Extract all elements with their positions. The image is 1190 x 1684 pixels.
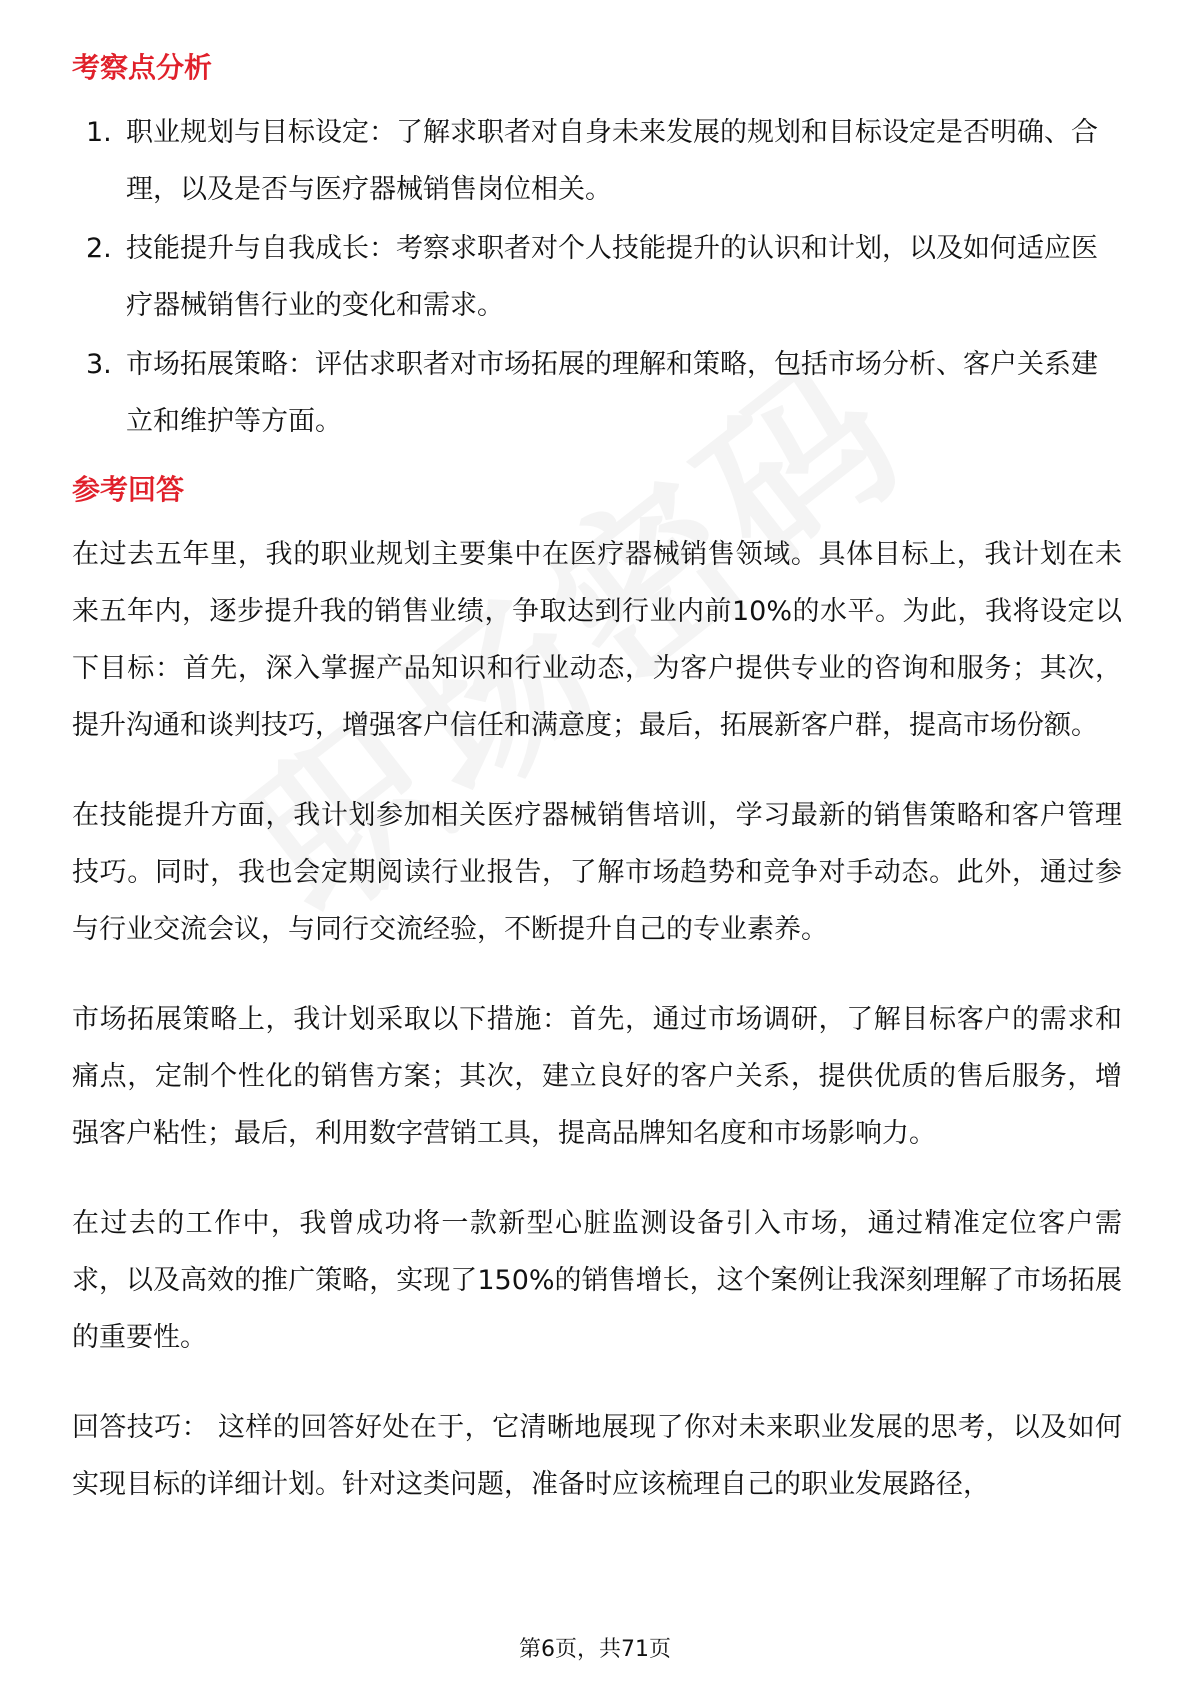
list-item-text: 职业规划与目标设定：了解求职者对自身未来发展的规划和目标设定是否明确、合理，以及是否与医疗器械销售岗位相关。 <box>126 117 1098 205</box>
list-item <box>72 220 1122 334</box>
list-item-text: 技能提升与自我成长：考察求职者对个人技能提升的认识和计划，以及如何适应医疗器械销售行业的变化和需求。 <box>126 233 1098 321</box>
list-number: 2. <box>86 233 112 264</box>
list-item <box>72 104 1122 218</box>
analysis-title: 考察点分析 <box>72 51 213 84</box>
list-number: 3. <box>86 349 112 380</box>
list-item-text: 市场拓展策略：评估求职者对市场拓展的理解和策略，包括市场分析、客户关系建立和维护等方面。 <box>126 349 1098 437</box>
answer-paragraph: 在过去五年里，我的职业规划主要集中在医疗器械销售领域。具体目标上，我计划在未来五年内，逐步提升我的销售业绩，争取达到行业内前10%的水平。为此，我将设定以下目标：首先，深入掌握产品知识和行业动态，为客户提供专业的咨询和服务；其次，提升沟通和谈判技巧，增强客户信任和满意度；最后，拓展新客户群，提高市场份额。 <box>72 539 1122 741</box>
analysis-list <box>72 104 1122 450</box>
list-item <box>72 336 1122 450</box>
answer-title: 参考回答 <box>72 473 185 506</box>
document-page <box>72 48 1122 1513</box>
answer-paragraph: 在技能提升方面，我计划参加相关医疗器械销售培训，学习最新的销售策略和客户管理技巧。同时，我也会定期阅读行业报告，了解市场趋势和竞争对手动态。此外，通过参与行业交流会议，与同行交流经验，不断提升自己的专业素养。 <box>72 800 1122 945</box>
answer-paragraph: 市场拓展策略上，我计划采取以下措施：首先，通过市场调研，了解目标客户的需求和痛点，定制个性化的销售方案；其次，建立良好的客户关系，提供优质的售后服务，增强客户粘性；最后，利用数字营销工具，提高品牌知名度和市场影响力。 <box>72 1004 1122 1149</box>
page-number: 第6页，共71页 <box>519 1637 671 1662</box>
list-number: 1. <box>86 117 112 148</box>
answer-paragraph: 在过去的工作中，我曾成功将一款新型心脏监测设备引入市场，通过精准定位客户需求，以及高效的推广策略，实现了150%的销售增长，这个案例让我深刻理解了市场拓展的重要性。 <box>72 1208 1122 1353</box>
answer-tip-paragraph: 回答技巧： 这样的回答好处在于，它清晰地展现了你对未来职业发展的思考，以及如何实现目标的详细计划。针对这类问题，准备时应该梳理自己的职业发展路径， <box>72 1412 1122 1500</box>
